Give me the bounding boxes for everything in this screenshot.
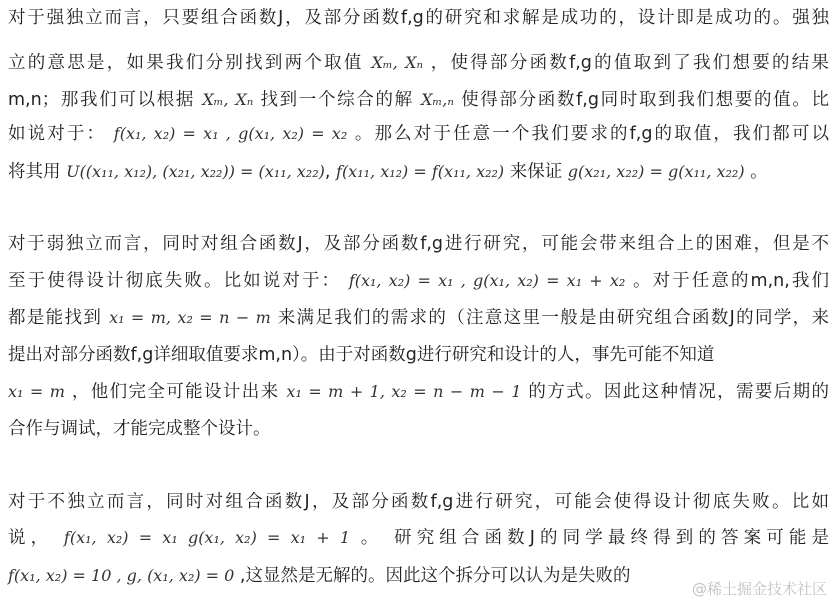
para1-line-4 [8,118,829,150]
math-formula: f(x₁, x₂) = 10 , g, (x₁, x₂) = 0 [8,566,235,585]
text-run: 立的意思是，如果我们分别找到两个取值 [8,53,372,73]
text-run: ，他们完全可能设计出来 [64,382,287,402]
math-formula: x₁ = m + 1, x₂ = n − m − 1 [286,382,522,401]
text-run: 都是能找到 [8,308,110,328]
para1-line-5 [8,156,829,188]
math-formula: f(x₁, x₂) = x₁ , g(x₁, x₂) = x₁ + x₂ [348,271,626,290]
text-run: 使得部分函数f,g同时取到我们想要的值。比 [453,90,830,110]
para1-line-1 [8,2,829,34]
text-run: 。对于任意的m,n,我们 [625,271,830,291]
text-run: 对于不独立而言，同时对组合函数J，及部分函数f,g进行研究，可能会使得设计彻底失败。比如 [8,492,829,512]
text-run: 来保证 [504,162,568,182]
para1-line-2 [8,47,829,79]
text-run: 的方式。因此这种情况，需要后期的 [521,382,830,402]
para3-line-2 [8,522,829,554]
text-run: 来满足我们的需求的（注意这里一般是由研究组合函数J的同学，来 [270,308,830,328]
math-formula: x₁ = m [8,382,65,401]
para2-line-3 [8,302,829,334]
text-run: 提出对部分函数f,g详细取值要求m,n）。由于对函数g进行研究和设计的人，事先可能不知道 [8,345,715,365]
math-formula: g(x₂₁, x₂₂) = g(x₁₁, x₂₂) [567,162,745,181]
para2-line-6 [8,413,829,445]
text-run: 合作与调试，才能完成整个设计。 [8,419,271,439]
math-formula: f(x₁, x₂) = x₁ g(x₁, x₂) = x₁ + 1 [63,528,351,547]
math-formula: f(x₁₁, x₁₂) = f(x₁₁, x₂₂) [336,162,505,181]
text-run: ,这显然是无解的。因此这个拆分可以认为是失败的 [234,566,631,586]
math-formula: x₁ = m, x₂ = n − m [109,308,271,327]
math-formula: U((x₁₁, x₁₂), (x₂₁, x₂₂)) = (x₁₁, x₂₂) [66,162,325,181]
text-run: 。 研究组合函数J的同学最终得到的答案可能是 [350,528,829,548]
text-run: m,n；那我们可以根据 [8,90,203,110]
text-run: 对于弱独立而言，同时对组合函数J，及部分函数f,g进行研究，可能会带来组合上的困难，但是不 [8,234,829,254]
para2-line-5 [8,376,829,408]
para2-line-4 [8,339,829,371]
text-run: 。 [744,162,768,182]
text-run: , [324,162,337,182]
text-run: 至于使得设计彻底失败。比如说对于： [8,271,349,291]
text-run: 说， [8,528,64,548]
text-run: ，使得部分函数f,g的值取到了我们想要的结果 [422,53,830,73]
text-run: 找到一个综合的解 [253,90,422,110]
math-formula: Xₘ,ₙ [421,90,454,109]
text-run: 将其用 [8,162,67,182]
para1-line-3 [8,84,829,116]
para2-line-1 [8,228,829,260]
text-run: 。那么对于任意一个我们要求的f,g的取值，我们都可以 [347,124,829,144]
text-run: 对于强独立而言，只要组合函数J，及部分函数f,g的研究和求解是成功的，设计即是成功的。强独 [8,8,829,28]
site-watermark: @稀土掘金技术社区 [691,580,827,598]
text-run: 如说对于： [8,124,114,144]
math-formula: Xₘ, Xₙ [202,90,254,109]
math-formula: f(x₁, x₂) = x₁ , g(x₁, x₂) = x₂ [113,124,348,143]
para3-line-1 [8,486,829,518]
para2-line-2 [8,265,829,297]
math-formula: Xₘ, Xₙ [371,53,423,72]
